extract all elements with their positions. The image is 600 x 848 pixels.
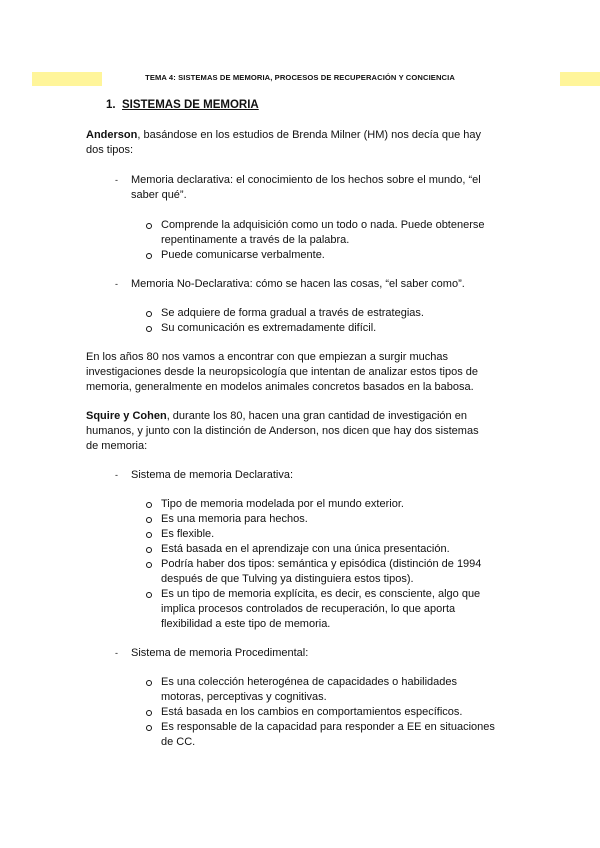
- section-number: 1.: [106, 99, 116, 111]
- sub-item-text: Se adquiere de forma gradual a través de estrategias.: [161, 307, 424, 319]
- circle-bullet-icon: [146, 562, 152, 568]
- paragraph-line: investigaciones desde la neuropsicología que intentan de analizar estos tipos de: [86, 366, 478, 378]
- sub-item: [161, 512, 308, 527]
- bullet-sistema-declarativa: [115, 468, 294, 483]
- squire-text-1: , durante los 80, hacen una gran cantidad de investigación en: [166, 410, 467, 422]
- sub-item: [161, 705, 462, 720]
- bullet-text: Sistema de memoria Declarativa:: [131, 469, 294, 481]
- sub-item-text: Está basada en el aprendizaje con una única presentación.: [161, 543, 450, 555]
- paragraph-line: En los años 80 nos vamos a encontrar con que empiezan a surgir muchas: [86, 351, 448, 363]
- dash-bullet-icon: -: [115, 648, 118, 658]
- sub-item-text: Es flexible.: [161, 528, 215, 540]
- sub-item-text: Está basada en los cambios en comportamientos específicos.: [161, 706, 463, 718]
- circle-bullet-icon: [146, 592, 152, 598]
- sub-item: [161, 527, 214, 542]
- sub-item: [161, 675, 457, 690]
- circle-bullet-icon: [146, 223, 152, 229]
- dash-bullet-icon: -: [115, 470, 118, 480]
- sub-item: [161, 321, 376, 336]
- sub-item-text: Tipo de memoria modelada por el mundo exterior.: [161, 498, 404, 510]
- circle-bullet-icon: [146, 725, 152, 731]
- sub-item-cont: flexibilidad a este tipo de memoria.: [161, 618, 331, 630]
- sub-item-text: Puede comunicarse verbalmente.: [161, 249, 325, 261]
- sub-item-text: Es responsable de la capacidad para responder a EE en situaciones: [161, 721, 495, 733]
- sub-item: [161, 497, 404, 512]
- sub-item-cont: implica procesos controlados de recuperación, lo que aporta: [161, 603, 456, 615]
- dash-bullet-icon: -: [115, 279, 118, 289]
- bullet-text: Sistema de memoria Procedimental:: [131, 647, 309, 659]
- intro-author: Anderson: [86, 129, 138, 141]
- sub-item: [161, 557, 481, 572]
- bullet-nodeclarativa: [115, 277, 465, 292]
- sub-item-cont: motoras, perceptivas y cognitivas.: [161, 691, 327, 703]
- sub-item-text: Su comunicación es extremadamente difícil.: [161, 322, 377, 334]
- section-heading: [106, 98, 259, 113]
- bullet-declarativa: [115, 173, 481, 188]
- circle-bullet-icon: [146, 311, 152, 317]
- intro-line-2: dos tipos:: [86, 144, 134, 156]
- paragraph-line: de memoria:: [86, 440, 148, 452]
- bullet-declarativa-cont: saber qué”.: [131, 189, 187, 201]
- sub-item: [161, 306, 424, 321]
- sub-item-text: Podría haber dos tipos: semántica y episódica (distinción de 1994: [161, 558, 482, 570]
- section-title: SISTEMAS DE MEMORIA: [122, 99, 259, 111]
- intro-line-1: [86, 128, 481, 143]
- circle-bullet-icon: [146, 532, 152, 538]
- sub-item-text: Es un tipo de memoria explícita, es decir, es consciente, algo que: [161, 588, 481, 600]
- sub-item: [161, 218, 485, 233]
- squire-authors: Squire y Cohen: [86, 410, 167, 422]
- dash-bullet-icon: -: [115, 175, 118, 185]
- circle-bullet-icon: [146, 502, 152, 508]
- bullet-text: Memoria No-Declarativa: cómo se hacen las cosas, “el saber como”.: [131, 278, 465, 290]
- circle-bullet-icon: [146, 517, 152, 523]
- sub-item: [161, 587, 480, 602]
- sub-item-text: Es una memoria para hechos.: [161, 513, 308, 525]
- circle-bullet-icon: [146, 547, 152, 553]
- intro-text-1: , basándose en los estudios de Brenda Milner (HM) nos decía que hay: [137, 129, 481, 141]
- sub-item-text: Comprende la adquisición como un todo o nada. Puede obtenerse: [161, 219, 485, 231]
- bullet-text: Memoria declarativa: el conocimiento de los hechos sobre el mundo, “el: [131, 174, 481, 186]
- sub-item: [161, 248, 325, 263]
- sub-item-cont: de CC.: [161, 736, 196, 748]
- paragraph-line: memoria, generalmente en modelos animales concretos basados en la babosa.: [86, 381, 474, 393]
- circle-bullet-icon: [146, 326, 152, 332]
- document-header-title: TEMA 4: SISTEMAS DE MEMORIA, PROCESOS DE RECUPERACIÓN Y CONCIENCIA: [145, 73, 455, 82]
- circle-bullet-icon: [146, 710, 152, 716]
- sub-item: [161, 720, 495, 735]
- sub-item: [161, 542, 450, 557]
- circle-bullet-icon: [146, 253, 152, 259]
- sub-item-cont: repentinamente a través de la palabra.: [161, 234, 350, 246]
- squire-line-1: [86, 409, 467, 424]
- sub-item-cont: después de que Tulving ya distinguiera estos tipos).: [161, 573, 414, 585]
- sub-item-text: Es una colección heterogénea de capacidades o habilidades: [161, 676, 457, 688]
- paragraph-line: humanos, y junto con la distinción de Anderson, nos dicen que hay dos sistemas: [86, 425, 479, 437]
- circle-bullet-icon: [146, 680, 152, 686]
- bullet-sistema-procedimental: [115, 646, 309, 661]
